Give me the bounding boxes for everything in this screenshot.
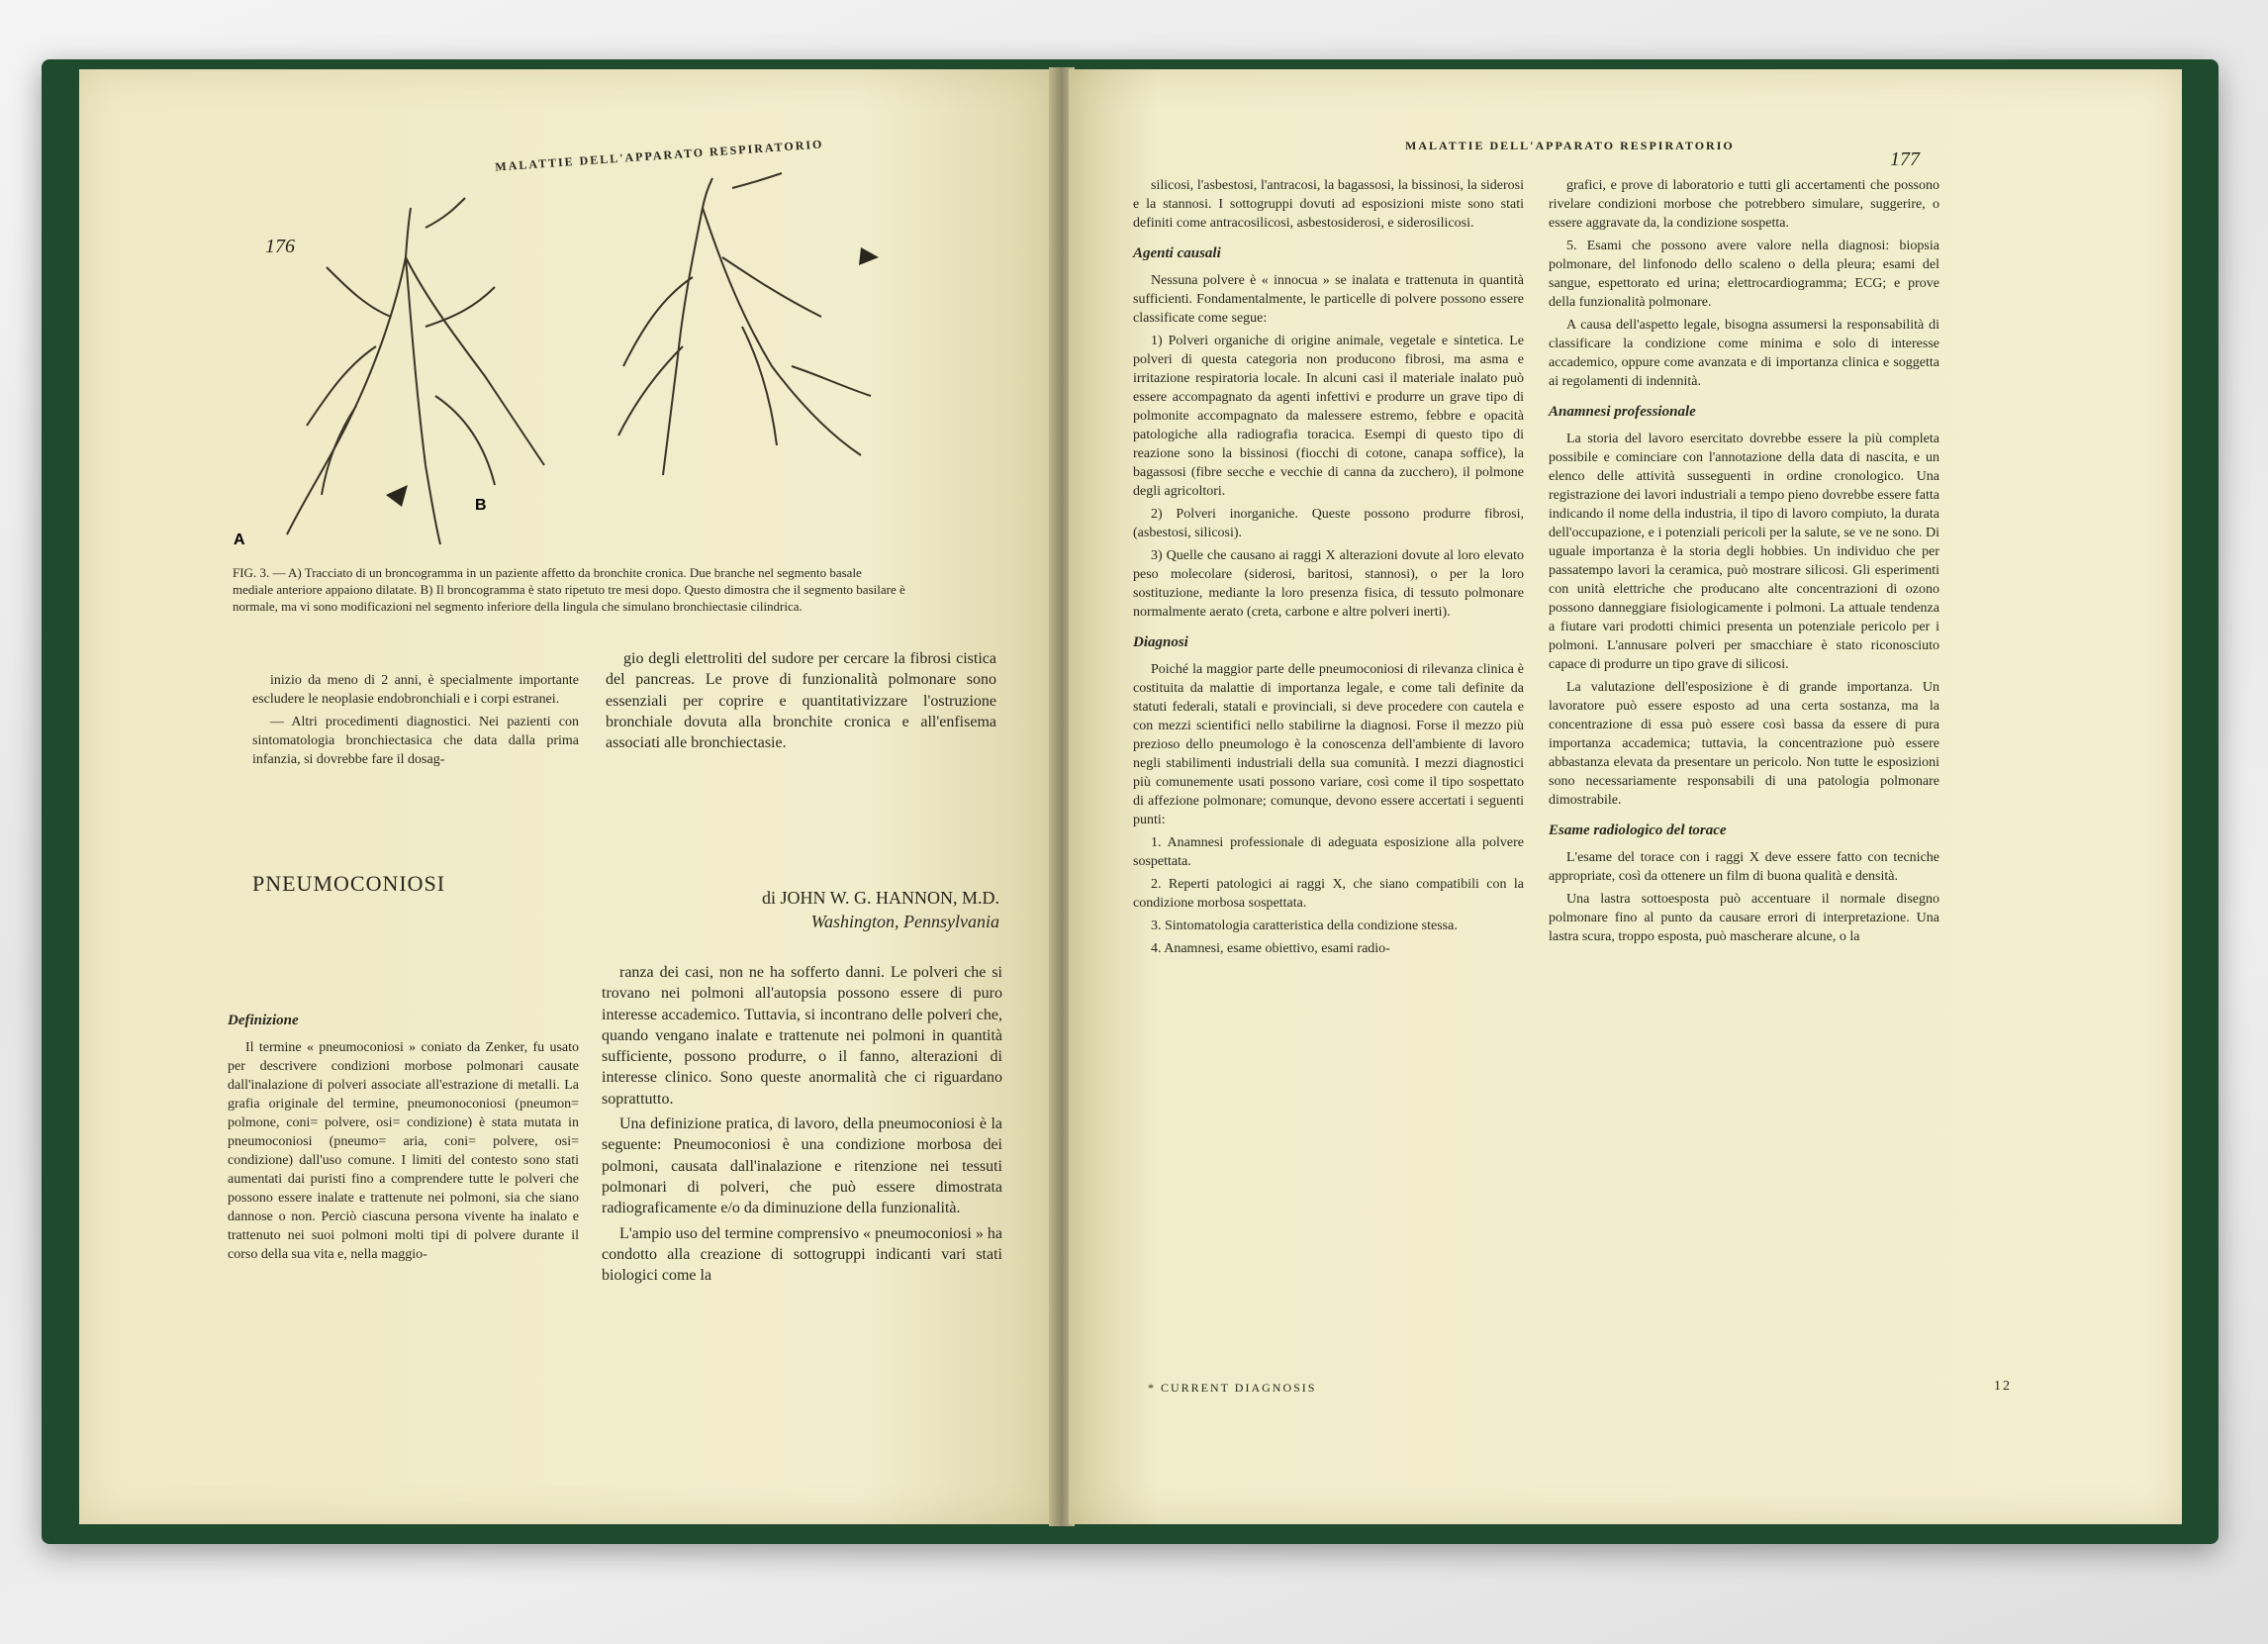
right-footer-signature: 12 [1994, 1379, 2012, 1394]
paragraph: grafici, e prove di laboratorio e tutti gli accertamenti che possono rivelare condizioni morbose che potrebbero simulare, suggerire, o essere aggravate da, la condizione sospetta. [1549, 178, 1939, 231]
paragraph: silicosi, l'asbestosi, l'antracosi, la bagassosi, la bissinosi, la siderosi e la stannosi. I sottogruppi dovuti ad esposizioni miste sono stati definiti come antracosilicosi, asbestosiderosi, e siderosilicosi. [1133, 178, 1524, 231]
anamnesi-heading: Anamnesi professionale [1549, 404, 1696, 420]
right-footer-title: * CURRENT DIAGNOSIS [1148, 1381, 1317, 1395]
paragraph: A causa dell'aspetto legale, bisogna assumersi la responsabilità di classificare la condizione come minima e solo di interesse accademico, oppure come avanzata e di importanza clinica e soggetta ai regolamenti di indennità. [1549, 318, 1939, 389]
list-item: 3. Sintomatologia caratteristica della condizione stessa. [1151, 919, 1458, 933]
left-top-col1 [252, 671, 579, 773]
paragraph: 1) Polveri organiche di origine animale, vegetale e sintetica. Le polveri di questa categoria non producono fibrosi, ma asma e irritazione respiratoria locale. In alcuni casi il materiale inalato può essere accompagnato da agenti infettivi e produrre un grave tipo di polmonite accompagnato da malessere estremo, febbre e opacità patologiche alla radiografia toracica. Esempi di questo tipo di reazione sono la bissinosi (fiocchi di cotone, canapa soffice), la bagassosi (fibre secche e vecchie di canna da zucchero), il polmone degli agricoltori. [1133, 334, 1524, 499]
arrow-marker-b [859, 247, 879, 265]
right-page-number: 177 [1890, 148, 1920, 170]
paragraph: gio degli elettroliti del sudore per cercare la fibrosi cistica del pancreas. Le prove di funzionalità polmonare sono essenziali per coprire e quantitativizzare l'ostruzione bronchiale dovuta alla bronchite cronica e all'enfisema associati alle bronchiectasie. [606, 650, 996, 752]
agenti-heading: Agenti causali [1133, 245, 1221, 261]
figure-caption: FIG. 3. — A) Tracciato di un broncogramma in un paziente affetto da bronchite cronica. Due branche nel segmento basale mediale anteriore appaiono dilatate. B) Il broncogramma è stato ripetuto tre mesi dopo. Questo dimostra che il segmento basilare è normale, ma vi sono modificazioni nel segmento inferiore della lingula che simulano bronchiectasie cilindrica. [233, 565, 905, 614]
definizione-heading: Definizione [228, 1013, 299, 1028]
left-running-head: MALATTIE DELL'APPARATO RESPIRATORIO [494, 137, 824, 174]
paragraph: Poiché la maggior parte delle pneumoconiosi di rilevanza clinica è costituita da malattie di importanza legale, e come tali definite da statuti federali, statali e provinciali, si deve procedere con cautela e con mezzi scientifici nello stabilirne la diagnosi. Forse il mezzo più prezioso dello pneumologo è la conoscenza dell'ambiente di lavoro negli stabilimenti industriali della sua comunità. I mezzi diagnostici più comunemente usati possono variare, così come il tipo sospettato di affezione polmonare; comunque, devono essere accertati i seguenti punti: [1133, 662, 1524, 827]
left-bottom-col2 [602, 962, 1002, 1290]
right-col2 [1549, 176, 1939, 950]
paragraph: inizio da meno di 2 anni, è specialmente importante escludere le neoplasie endobronchiali e i corpi estranei. [252, 673, 579, 707]
paragraph: ranza dei casi, non ne ha sofferto danni. Le polveri che si trovano nei polmoni all'autopsia possono essere di puro interesse accademico. Tuttavia, si incontrano delle polveri che, quando vengano inalate e trattenute nei polmoni in quantità sufficiente, possono produrre, o il fanno, alterazioni di interesse clinico. Sono queste anormalità che ci riguardano soprattutto. [602, 964, 1002, 1108]
figure-label-a: A [234, 532, 245, 548]
paragraph: 3) Quelle che causano ai raggi X alterazioni dovute al loro elevato peso molecolare (siderosi, baritosi, stannosi), o per la loro sostituzione, mediante la loro presenza fisica, di tessuto polmonare normalmente aerato (creta, carbone e altre polveri inerti). [1133, 548, 1524, 620]
author-place: Washington, Pennsylvania [810, 912, 999, 931]
paragraph: La valutazione dell'esposizione è di grande importanza. Un lavoratore può essere esposto ad una certa sostanza, ma la concentrazione di essa può essere così bassa da essere di pura importanza accademica; tuttavia, la concentrazione può essere abbastanza elevata da presentare un pericolo. Non tutte le esposizioni sono necessariamente responsabili di una patologia polmonare dimostrabile. [1549, 680, 1939, 808]
left-bottom-col1 [228, 1000, 579, 1268]
bronchogram-figure [228, 168, 920, 554]
figure-label-b: B [475, 497, 487, 514]
right-running-head: MALATTIE DELL'APPARATO RESPIRATORIO [1405, 139, 1735, 152]
paragraph: Il termine « pneumoconiosi » coniato da Zenker, fu usato per descrivere condizioni morbose polmonari causate dall'inalazione di polveri associate all'estrazione di metalli. La grafia originale del termine, pneumonoconiosi (pneumon= polmone, coni= polvere, osi= condizione) è stata mutata in pneumoconiosi (pneumo= aria, coni= polvere, osi= condizione) dall'uso comune. I limiti del contesto sono stati aumentati dai puristi fino a comprendere tutte le polveri che possono essere inalate e trattenute nei polmoni, sia che siano dannose o non. Perciò ciascuna persona vivente ha inalato e trattenuto nei suoi polmoni molti tipi di polvere durante il corso della sua vita e, nella maggio- [228, 1040, 579, 1262]
paragraph: Una definizione pratica, di lavoro, della pneumoconiosi è la seguente: Pneumoconiosi è una condizione morbosa dei polmoni, causata dall'inalazione e ritenzione nei tessuti polmonari di polveri, che può essere dimostrata radiograficamente e/o da diminuzione della funzionalità. [602, 1115, 1002, 1217]
left-top-col2 [606, 648, 996, 757]
list-item: 1. Anamnesi professionale di adeguata esposizione alla polvere sospettata. [1133, 835, 1524, 869]
paragraph: — Altri procedimenti diagnostici. Nei pazienti con sintomatologia bronchiectasica che data dalla prima infanzia, si dovrebbe fare il dosag- [252, 715, 579, 767]
esame-heading: Esame radiologico del torace [1549, 822, 1727, 838]
paragraph: 2) Polveri inorganiche. Queste possono produrre fibrosi, (asbestosi, silicosi). [1133, 507, 1524, 540]
left-page-number: 176 [265, 236, 295, 257]
paragraph: Una lastra sottoesposta può accentuare il normale disegno polmonare fino al punto da causare errori di interpretazione. Una lastra scura, troppo esposta, può mascherare alcune, o la [1549, 892, 1939, 944]
paragraph: L'ampio uso del termine comprensivo « pneumoconiosi » ha condotto alla creazione di sottogruppi indicanti vari stati biologici come la [602, 1224, 1002, 1285]
paragraph: 5. Esami che possono avere valore nella diagnosi: biopsia polmonare, del linfonodo dello scaleno o della pleura; esami del sangue, espettorato ed urina; elettrocardiogramma; ECG; e prove della funzionalità polmonare. [1549, 239, 1939, 310]
paragraph: L'esame del torace con i raggi X deve essere fatto con tecniche appropriate, così da ottenere un film di buona qualità e densità. [1549, 850, 1939, 884]
paragraph: La storia del lavoro esercitato dovrebbe essere la più completa possibile e cominciare con l'annotazione della data di nascita, e un elenco delle attività susseguenti in ordine cronologico. Una registrazione dei lavori industriali a tempo pieno dovrebbe essere fatta indicando il nome della industria, il tipo di lavoro compiuto, la durata dell'occupazione, e i potenziali pericoli per la salute, se ve ne sono. Di uguale importanza è la storia degli hobbies. Un individuo che per passatempo lavori la ceramica, può mostrare silicosi. Gli esperimenti con unità elettriche che producano alte concentrazioni di ozono possono danneggiare fisiologicamente i polmoni. La attuale tendenza a fiutare vari prodotti chimici presenta un potenziale pericolo per i polmoni. L'annusare polveri per smacchiare è stato riconosciuto capace di produrre un tipo grave di silicosi. [1549, 432, 1939, 672]
section-title: PNEUMOCONIOSI [252, 871, 446, 896]
list-item: 2. Reperti patologici ai raggi X, che siano compatibili con la condizione morbosa sospettata. [1133, 877, 1524, 911]
author-name: di JOHN W. G. HANNON, M.D. [761, 888, 999, 908]
list-item: 4. Anamnesi, esame obiettivo, esami radio- [1151, 941, 1390, 956]
arrow-marker-a [386, 485, 408, 507]
diagnosi-heading: Diagnosi [1133, 634, 1188, 650]
paragraph: Nessuna polvere è « innocua » se inalata e trattenuta in quantità sufficienti. Fondamentalmente, le particelle di polvere possono essere classificate come segue: [1133, 273, 1524, 326]
right-col1 [1133, 176, 1524, 962]
author-block [683, 886, 999, 933]
